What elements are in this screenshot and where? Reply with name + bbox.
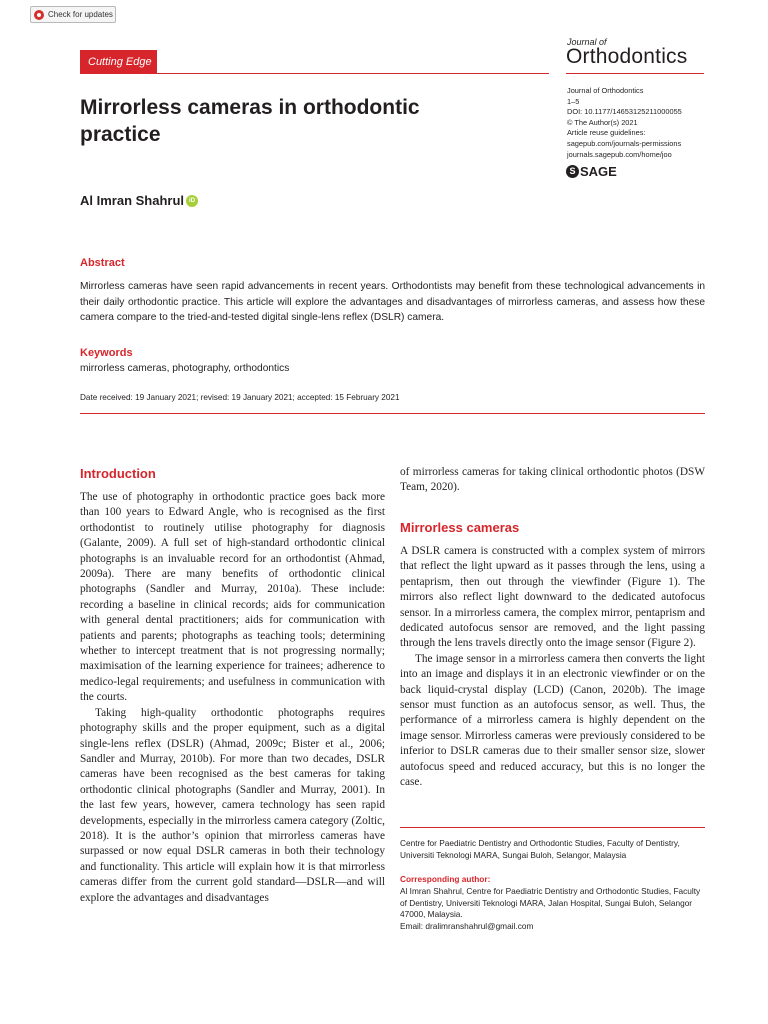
- footnote-divider: [400, 827, 705, 828]
- publisher-logo: [566, 164, 617, 179]
- introduction-paragraph-1: The use of photography in orthodontic practice goes back more than 100 years to Edward Angle, who is recognised as the first orthodontist to routinely utilise photography for diagnosis (Galante, 2009). A full set of high-standard orthodontic clinical photographs is an invaluable record for an orthodontist (Ahmad, 2009a). There are many benefits of orthodontic clinical photographs (Sandler and Murray, 2010a). These include: recording a baseline in clinical records; aids for communication with general dental practitioners; aids for communication with patients and parents; photographs as teaching tools; determining whether to intercept treatment that is not progressing normally; maximisation of the learning experience for trainees; adherence to medico-legal requirements; and usefulness in communication with the courts.: [80, 491, 385, 704]
- introduction-body: [80, 490, 385, 945]
- meta-copyright: © The Author(s) 2021: [567, 117, 638, 127]
- meta-pages: 1–5: [567, 96, 580, 106]
- journal-divider: [566, 73, 704, 74]
- author-line: [80, 193, 198, 208]
- meta-journal: Journal of Orthodontics: [567, 86, 644, 95]
- author-name: Al Imran Shahrul: [80, 193, 185, 208]
- mirrorless-paragraph-1: A DSLR camera is constructed with a complex system of mirrors that reflect the light upward as it passes through the lens, using a pentaprism, then out through the viewfinder (Figure 1). The mirrors also reflect light downward to the dedicated autofocus sensor. In a mirrorless camera, the complex mirror, pentaprism and dedicated autofocus sensor are removed, and the light passing through the lens travels directly onto the image sensor (Figure 2).: [400, 545, 705, 650]
- introduction-paragraph-2: Taking high-quality orthodontic photographs requires photography skills and the proper equipment, such as a digital single-lens reflex (DSLR) (Ahmad, 2009c; Bister et al., 2006; Sandler and Murray, 2010b). For more than two decades, DSLR cameras have been recognised as the best cameras for taking orthodontic clinical photographs (Sandler and Murray, 2001). In the last few years, however, camera technology has seen rapid developments, especially in the mirrorless camera category (Zoltic, 2018). It is the author’s opinion that mirrorless cameras have surpassed or now equal DSLR cameras in both their technology and functionality. This article will explain how it is that mirrorless cameras differ from the current gold standard—DSLR—and will explore the advantages and disadvantages: [80, 706, 385, 904]
- article-title: Mirrorless cameras in orthodontic practice: [80, 96, 420, 146]
- author-affiliation: Centre for Paediatric Dentistry and Orthodontic Studies, Faculty of Dentistry, Universiti Teknologi MARA, Sungai Buloh, Selangor, Malaysia: [400, 838, 680, 860]
- article-dates: Date received: 19 January 2021; revised: 19 January 2021; accepted: 15 February 2021: [80, 393, 400, 402]
- mirrorless-body: [400, 544, 705, 814]
- introduction-heading: Introduction: [80, 466, 156, 481]
- journal-name-prefix: Journal of: [567, 37, 607, 47]
- journal-name: Orthodontics: [566, 45, 688, 68]
- orcid-icon[interactable]: iD: [186, 195, 198, 207]
- mirrorless-paragraph-2: The image sensor in a mirrorless camera then converts the light into an image and displays it in an electronic viewfinder or on the back liquid-crystal display (LCD) (Canon, 2020b). The image sensor must function as an autofocus sensor, as well. Thus, the performance of a mirrorless camera is highly dependent on the image sensor. Mirrorless cameras were previously considered to be inferior to DSLR cameras due to their smaller sensor size, slower autofocus speed and reduced accuracy, but this is no longer the case.: [400, 652, 705, 789]
- abstract-heading: Abstract: [80, 257, 125, 269]
- abstract-text: Mirrorless cameras have seen rapid advancements in recent years. Orthodontists may benefit from these technological advancements in their daily orthodontic practice. This article will explore the advantages and disadvantages of mirrorless cameras, and assess how these camera compare to the tried-and-tested digital single-lens reflex (DSLR) camera.: [80, 281, 705, 324]
- meta-home-link[interactable]: journals.sagepub.com/home/joo: [567, 149, 672, 159]
- check-for-updates-badge[interactable]: [30, 6, 116, 23]
- corresponding-address: Al Imran Shahrul, Centre for Paediatric Dentistry and Orthodontic Studies, Faculty of Dentistry, Universiti Teknologi MARA, Jalan Hospital, Sungai Buloh, Selangor 47000, Malaysia.: [400, 886, 701, 920]
- meta-reuse: Article reuse guidelines:: [567, 128, 646, 138]
- corresponding-author-details: [400, 886, 705, 933]
- meta-permissions-link[interactable]: sagepub.com/journals-permissions: [567, 138, 682, 148]
- header-divider: [157, 73, 549, 74]
- mirrorless-heading: Mirrorless cameras: [400, 520, 520, 535]
- journal-meta: [567, 86, 682, 160]
- check-for-updates-label: Check for updates: [48, 10, 113, 19]
- keywords-text: mirrorless cameras, photography, orthodontics: [80, 363, 290, 374]
- introduction-continued: [400, 465, 705, 496]
- introduction-continued-text: of mirrorless cameras for taking clinical orthodontic photos (DSW Team, 2020).: [400, 466, 705, 494]
- update-icon: [34, 10, 44, 20]
- publisher-name: SAGE: [580, 164, 617, 179]
- sage-logo-icon: S: [566, 165, 579, 178]
- corresponding-author-heading: Corresponding author:: [400, 874, 491, 884]
- meta-doi[interactable]: DOI: 10.1177/14653125211000055: [567, 107, 682, 117]
- corresponding-email[interactable]: Email: dralimranshahrul@gmail.com: [400, 921, 534, 932]
- abstract-divider: [80, 413, 705, 414]
- section-tag: Cutting Edge: [80, 50, 157, 74]
- keywords-heading: Keywords: [80, 347, 133, 359]
